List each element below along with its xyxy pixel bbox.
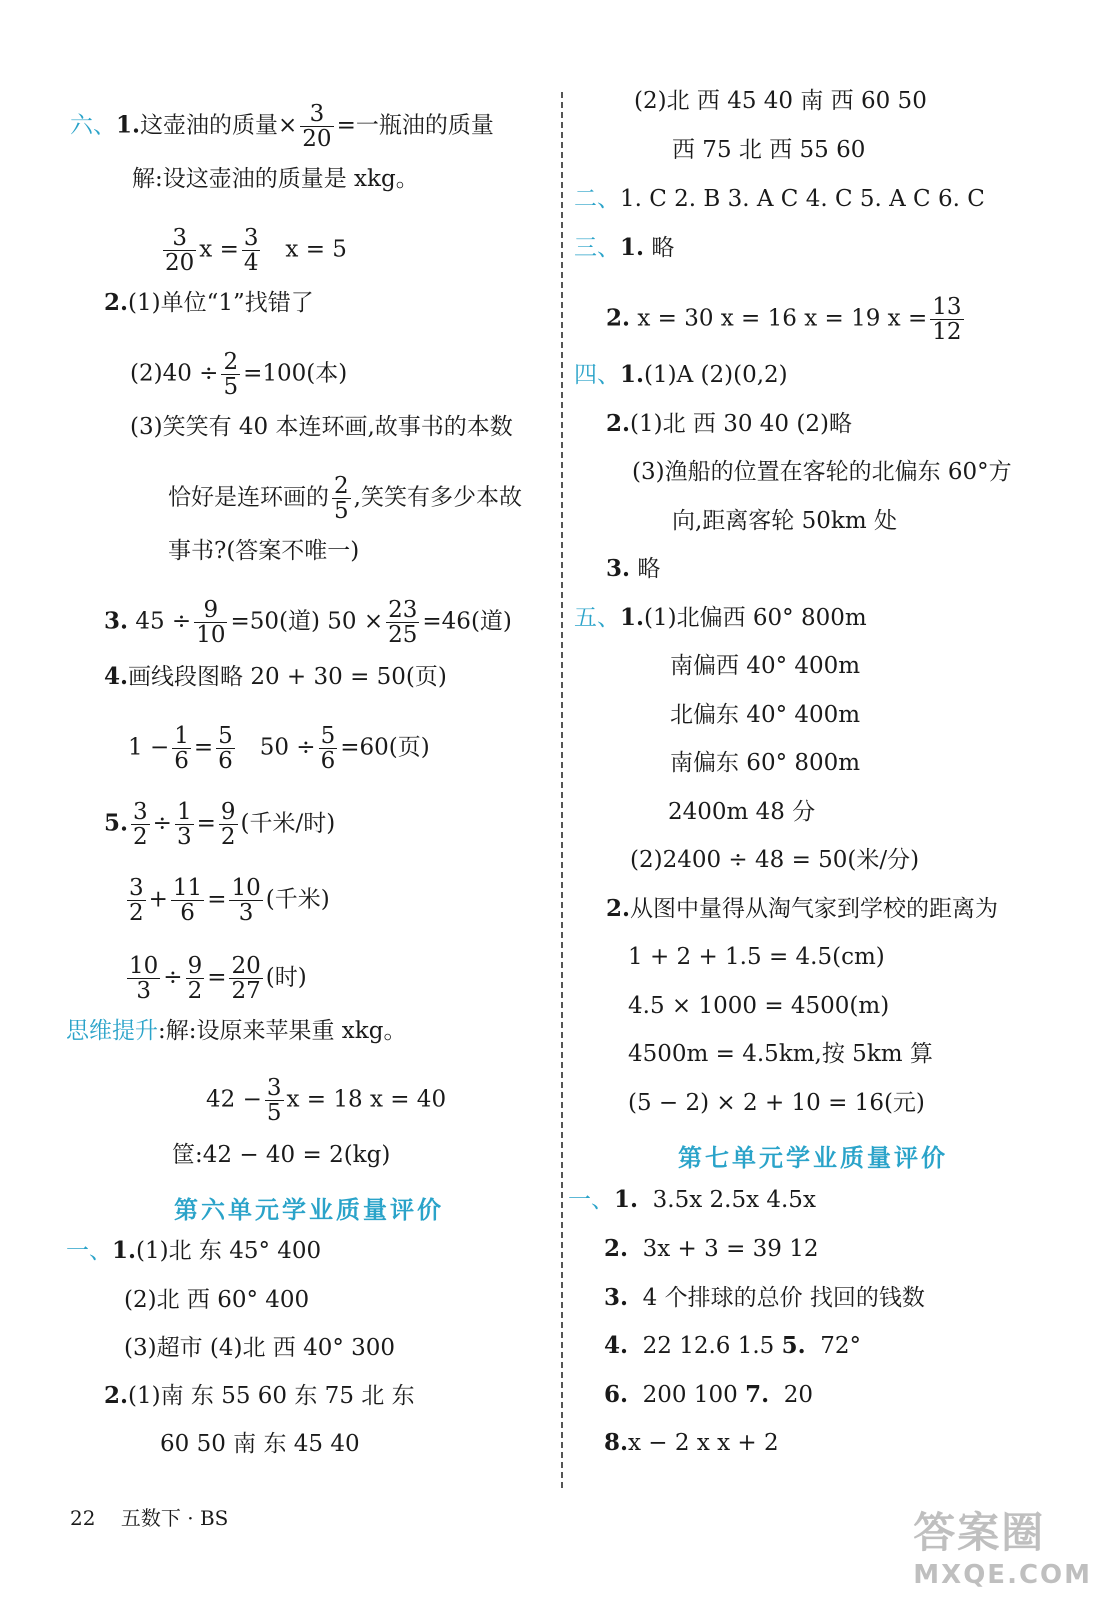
section-label: 二、	[574, 186, 620, 212]
equation-line: 3. 45 ÷ $\frac{9}{10}$ =50(道) 50 × $\frac{23}{25}$ =46(道)	[104, 597, 512, 648]
section-label: 五、	[574, 605, 620, 631]
fraction: $\frac{9}{2}$	[187, 953, 203, 1004]
answer-line: 北偏东 40° 400m	[670, 702, 861, 728]
fraction: $\frac{23}{25}$	[388, 597, 418, 648]
column-divider	[561, 92, 563, 1488]
answer-line: 南偏西 40° 400m	[670, 653, 861, 679]
answer-line: (2)北 西 60° 400	[124, 1287, 310, 1313]
section-label: 六、	[70, 112, 116, 139]
fraction: $\frac{3}{2}$	[133, 799, 148, 850]
fraction: $\frac{5}{6}$	[218, 723, 233, 774]
fraction: $\frac{13}{12}$	[932, 294, 962, 345]
answer-line: 筐:42 − 40 = 2(kg)	[172, 1142, 391, 1168]
answer-line: 四、1.(1)A (2)(0,2)	[574, 361, 788, 388]
section-label: 一、	[66, 1238, 112, 1264]
answer-line: 4500m = 4.5km,按 5km 算	[628, 1041, 933, 1067]
page-footer	[70, 1502, 228, 1531]
answer-line: (2)北 西 45 40 南 西 60 50	[634, 88, 927, 114]
equation-line: 1 − $\frac{1}{6}$ = $\frac{5}{6}$ 50 ÷ $\frac{5}{6}$ =60(页)	[128, 723, 430, 774]
answer-line: 8.x − 2 x x + 2	[604, 1429, 779, 1456]
answer-line: 60 50 南 东 45 40	[160, 1431, 360, 1457]
fraction: $\frac{11}{6}$	[172, 875, 203, 926]
answer-line: 六、1.这壶油的质量× $\frac{3}{20}$ =一瓶油的质量	[70, 101, 494, 152]
watermark	[913, 1500, 1092, 1590]
answer-line: 三、1. 略	[574, 234, 675, 261]
answer-line: (3)超市 (4)北 西 40° 300	[124, 1335, 396, 1361]
answer-line: 思维提升:解:设原来苹果重 xkg。	[66, 1018, 407, 1044]
fraction: $\frac{3}{5}$	[266, 1075, 282, 1126]
answer-line: 一、1.(1)北 东 45° 400	[66, 1237, 322, 1264]
book-label: 五数下 · BS	[120, 1506, 229, 1530]
equation-line: $\frac{3}{2}$ + $\frac{11}{6}$ = $\frac{10}{3}$ (千米)	[129, 875, 330, 926]
section-label: 三、	[574, 235, 620, 261]
equation-line: 5. $\frac{3}{2}$ ÷ $\frac{1}{3}$ = $\frac{9}{2}$ (千米/时)	[104, 799, 336, 850]
fraction: $\frac{9}{2}$	[220, 799, 236, 850]
fraction: $\frac{10}{3}$	[129, 953, 159, 1004]
answer-line: (2)2400 ÷ 48 = 50(米/分)	[630, 847, 920, 873]
answer-line: 3. 略	[606, 555, 661, 582]
section-heading-unit6: 第六单元学业质量评价	[174, 1195, 444, 1224]
fraction: $\frac{9}{10}$	[196, 597, 226, 648]
answer-line: 五、1.(1)北偏西 60° 800m	[574, 604, 867, 631]
answer-line: 2.(1)北 西 30 40 (2)略	[606, 410, 852, 437]
answer-line: 2.(1)南 东 55 60 东 75 北 东	[104, 1382, 415, 1409]
watermark-url: MXQE.COM	[913, 1560, 1092, 1590]
answer-line: (3)渔船的位置在客轮的北偏东 60°方	[632, 459, 1012, 485]
answer-line: 6. 200 100 7. 20	[604, 1381, 813, 1408]
answer-line: 南偏东 60° 800m	[670, 750, 861, 776]
answer-line: 4. 22 12.6 1.5 5. 72°	[604, 1332, 862, 1359]
fraction: $\frac{2}{5}$	[334, 473, 349, 524]
fraction: $\frac{1}{3}$	[176, 799, 192, 850]
answer-line: 解:设这壶油的质量是 xkg。	[132, 166, 419, 192]
answer-line: 向,距离客轮 50km 处	[672, 508, 897, 534]
answer-line: 2400m 48 分	[668, 799, 816, 825]
section-heading-unit7: 第七单元学业质量评价	[678, 1143, 948, 1172]
answer-line: 二、1. C 2. B 3. A C 4. C 5. A C 6. C	[574, 186, 985, 212]
section-label: 四、	[574, 362, 620, 388]
answer-line: 2.从图中量得从淘气家到学校的距离为	[606, 895, 999, 922]
answer-line: 西 75 北 西 55 60	[672, 137, 866, 163]
equation-line: $\frac{3}{20}$ x = $\frac{3}{4}$ x = 5	[165, 225, 347, 276]
answer-line: 4.画线段图略 20 + 30 = 50(页)	[104, 663, 447, 690]
answer-line: 3. 4 个排球的总价 找回的钱数	[604, 1284, 925, 1311]
fraction: $\frac{5}{6}$	[320, 723, 336, 774]
answer-line: 2.(1)单位“1”找错了	[104, 289, 314, 316]
page-number: 22	[70, 1506, 96, 1530]
watermark-logo: 答案圈	[913, 1508, 1046, 1557]
fraction: $\frac{1}{6}$	[174, 723, 189, 774]
answer-line: 一、1. 3.5x 2.5x 4.5x	[568, 1186, 816, 1213]
fraction: $\frac{3}{2}$	[129, 875, 144, 926]
answer-line: 1 + 2 + 1.5 = 4.5(cm)	[628, 944, 885, 970]
fraction: $\frac{10}{3}$	[231, 875, 261, 926]
section-label: 一、	[568, 1187, 614, 1213]
answer-line: 4.5 × 1000 = 4500(m)	[628, 993, 890, 1019]
fraction: $\frac{20}{27}$	[231, 953, 261, 1004]
fraction: $\frac{2}{5}$	[223, 349, 239, 400]
equation-line: 42 − $\frac{3}{5}$ x = 18 x = 40	[206, 1075, 447, 1126]
answer-line: 事书?(答案不唯一)	[168, 538, 360, 564]
section-label: 思维提升	[66, 1018, 158, 1044]
answer-line: (3)笑笑有 40 本连环画,故事书的本数	[130, 414, 513, 440]
answer-line: (5 − 2) × 2 + 10 = 16(元)	[628, 1090, 925, 1116]
fraction: $\frac{3}{20}$	[165, 225, 195, 276]
equation-line: 2. x = 30 x = 16 x = 19 x = $\frac{13}{12}$	[606, 294, 962, 345]
fraction: $\frac{3}{4}$	[243, 225, 259, 276]
answer-line: 恰好是连环画的 $\frac{2}{5}$ ,笑笑有多少本故	[168, 473, 522, 524]
equation-line: $\frac{10}{3}$ ÷ $\frac{9}{2}$ = $\frac{20}{27}$ (时)	[129, 953, 307, 1004]
answer-line: 2. 3x + 3 = 39 12	[604, 1235, 819, 1262]
equation-line: (2)40 ÷ $\frac{2}{5}$ =100(本)	[130, 349, 348, 400]
fraction: $\frac{3}{20}$	[302, 101, 332, 152]
